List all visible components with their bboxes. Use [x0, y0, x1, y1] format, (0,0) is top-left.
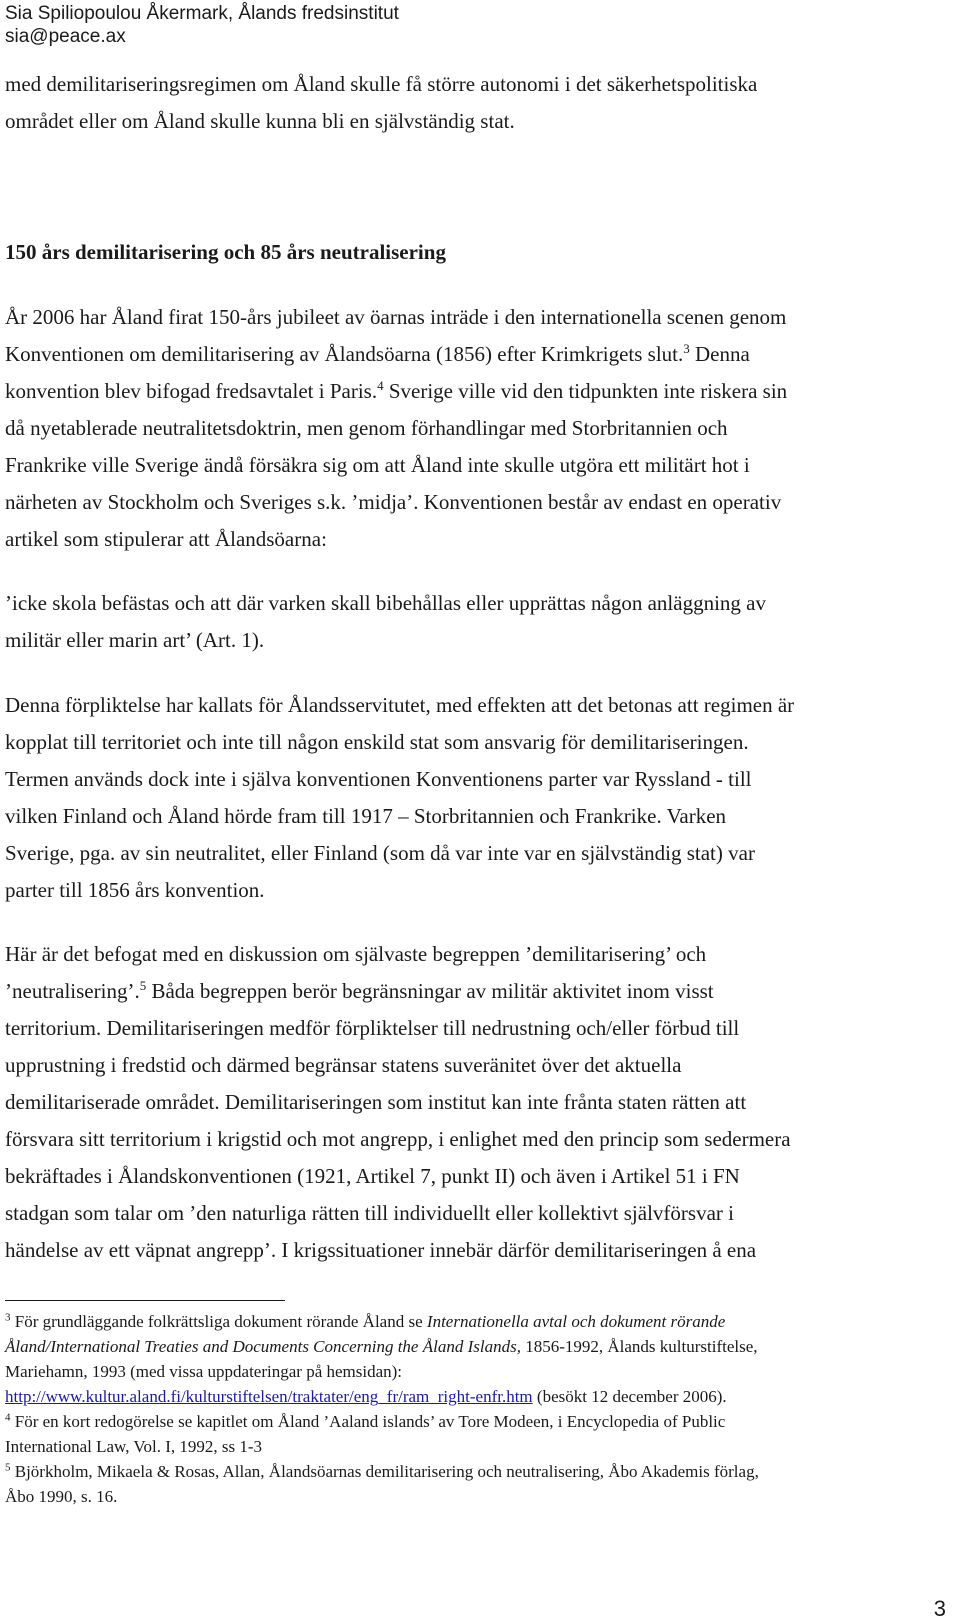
text-line: artikel som stipulerar att Ålandsöarna: [5, 527, 327, 551]
text-line: försvara sitt territorium i krigstid och mot angrepp, i enlighet med den princip som sedermera [5, 1127, 791, 1151]
paragraph-1 [5, 299, 945, 558]
footnote-ref-3: 3 [683, 341, 690, 356]
text-line: då nyetablerade neutralitetsdoktrin, men genom förhandlingar med Storbritannien och [5, 416, 728, 440]
footnote-3-cont: Åland/International Treaties and Documents Concerning the Åland Islands, 1856-1992, Ålands kulturstiftelse, [5, 1337, 758, 1356]
text-line: År 2006 har Åland firat 150-års jubileet av öarnas inträde i den internationella scenen genom [5, 305, 787, 329]
text-line: kopplat till territoriet och inte till någon enskild stat som ansvarig för demilitariseringen. [5, 730, 749, 754]
footnote-divider [5, 1300, 285, 1301]
text-line: militär eller marin art’ (Art. 1). [5, 628, 265, 652]
text-line: Termen används dock inte i själva konventionen Konventionens parter var Ryssland - till [5, 767, 752, 791]
footnote-3-link[interactable]: http://www.kultur.aland.fi/kulturstiftelsen/traktater/eng_fr/ram_right-enfr.htm [5, 1387, 533, 1406]
text-line: vilken Finland och Åland hörde fram till 1917 – Storbritannien och Frankrike. Varken [5, 804, 727, 828]
paragraph-2 [5, 687, 945, 909]
footnote-ref-5: 5 [139, 978, 147, 993]
text-line: Konventionen om demilitarisering av Ålandsöarna (1856) efter Krimkrigets slut.$^3$ Denna [5, 341, 750, 366]
footnote-3-link-line: http://www.kultur.aland.fi/kulturstiftelsen/traktater/eng_fr/ram_right-enfr.htm (besökt 12 december 2006). [5, 1387, 727, 1406]
text-line: upprustning i fredstid och därmed begränsar statens suveränitet över det aktuella [5, 1053, 682, 1077]
text-line: demilitariserade området. Demilitariseringen som institut kan inte frånta staten rätten att [5, 1090, 747, 1114]
text-line: stadgan som talar om ’den naturliga rätten till individuellt eller kollektivt självförsvar i [5, 1201, 734, 1225]
text-line: bekräftades i Ålandskonventionen (1921, Artikel 7, punkt II) och även i Artikel 51 i FN [5, 1164, 740, 1188]
text-line: med demilitariseringsregimen om Åland skulle få större autonomi i det säkerhetspolitiska [5, 72, 758, 96]
footnote-3: $^3$ För grundläggande folkrättsliga dokument rörande Åland se Internationella avtal och dokument rörande [5, 1311, 726, 1331]
paragraph-3 [5, 936, 945, 1269]
text-line: händelse av ett väpnat angrepp’. I krigssituationer innebär därför demilitariseringen å ena [5, 1238, 757, 1262]
text-line: parter till 1856 års konvention. [5, 878, 265, 902]
text-line: Här är det befogat med en diskussion om självaste begreppen ’demilitarisering’ och [5, 942, 707, 966]
text-line: närheten av Stockholm och Sveriges s.k. ’midja’. Konventionen består av endast en operativ [5, 490, 782, 514]
footnote-4-cont: International Law, Vol. I, 1992, ss 1-3 [5, 1437, 263, 1456]
author-email: sia@peace.ax [5, 26, 126, 47]
quote-paragraph [5, 585, 945, 659]
intro-paragraph [5, 66, 945, 140]
footnote-ref-4: 4 [377, 378, 384, 393]
footnote-5-cont: Åbo 1990, s. 16. [5, 1487, 118, 1506]
text-line: Sverige, pga. av sin neutralitet, eller Finland (som då var inte var en självständig stat) var [5, 841, 755, 865]
text-line: Denna förpliktelse har kallats för Ålandsservitutet, med effekten att det betonas att regimen är [5, 693, 795, 717]
footnote-3-cont: Mariehamn, 1993 (med vissa uppdateringar på hemsidan): [5, 1362, 403, 1381]
text-line: ’icke skola befästas och att där varken skall bibehållas eller upprättas någon anläggning av [5, 591, 766, 615]
text-line: området eller om Åland skulle kunna bli en självständig stat. [5, 109, 515, 133]
footnote-5: $^5$ Björkholm, Mikaela & Rosas, Allan, Ålandsöarnas demilitarisering och neutralisering, Åbo Akademis förlag, [5, 1461, 759, 1481]
author-line: Sia Spiliopoulou Åkermark, Ålands fredsinstitut [5, 3, 399, 24]
text-line: ’neutralisering’.$^5$ Båda begreppen berör begränsningar av militär aktivitet inom visst [5, 978, 714, 1003]
text-line: Frankrike ville Sverige ändå försäkra sig om att Åland inte skulle utgöra ett militärt hot i [5, 453, 750, 477]
page-header [5, 2, 399, 48]
footnotes [5, 1309, 950, 1509]
page-number: 3 [933, 1596, 946, 1621]
text-line: territorium. Demilitariseringen medför förpliktelser till nedrustning och/eller förbud till [5, 1016, 740, 1040]
footnote-4: $^4$ För en kort redogörelse se kapitlet om Åland ’Aaland islands’ av Tore Modeen, i Encyclopedia of Public [5, 1411, 726, 1431]
section-heading: 150 års demilitarisering och 85 års neutralisering [5, 240, 446, 264]
text-line: konvention blev bifogad fredsavtalet i Paris.$^4$ Sverige ville vid den tidpunkten inte riskera sin [5, 378, 788, 403]
